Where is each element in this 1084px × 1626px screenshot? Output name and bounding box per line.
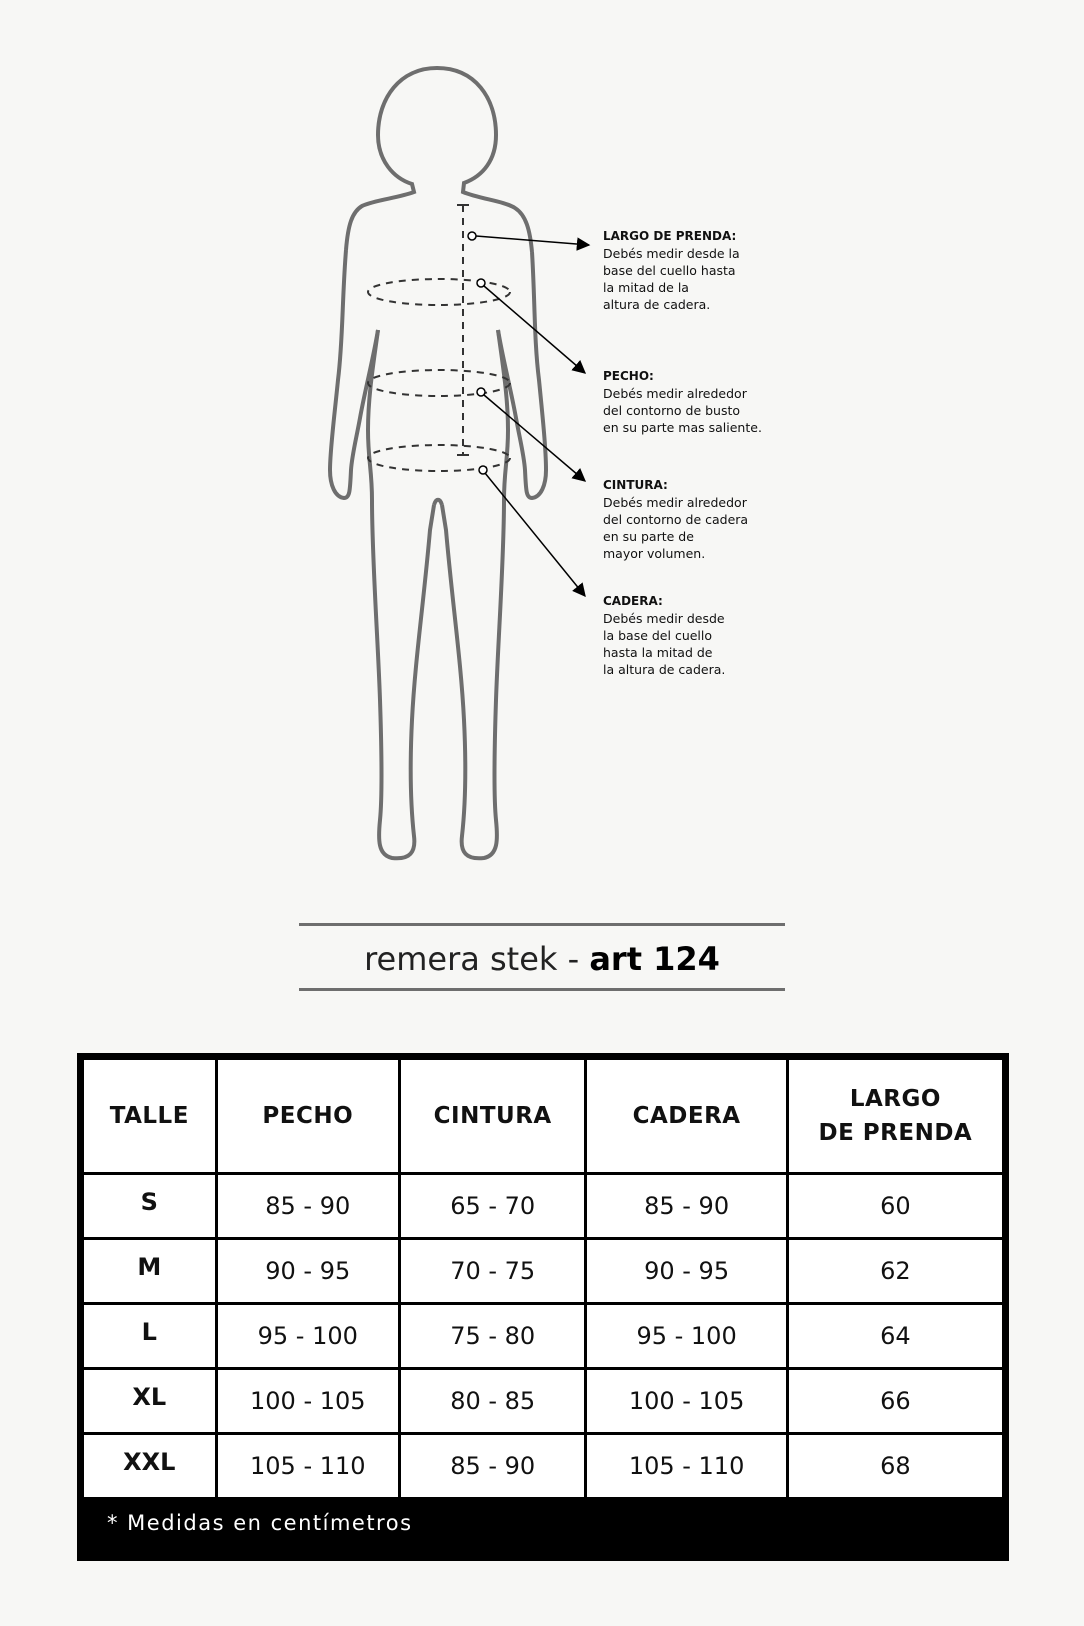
table-header-row xyxy=(83,1059,1004,1174)
size-label: XXL xyxy=(123,1448,176,1476)
torso-left xyxy=(368,330,434,858)
cadera-cell: 105 - 110 xyxy=(586,1434,787,1499)
size-cell xyxy=(83,1369,217,1434)
torso-right xyxy=(442,330,508,858)
header-cintura: CINTURA xyxy=(399,1059,586,1174)
callout-largo xyxy=(603,228,803,313)
callout-line: Debés medir desde xyxy=(603,611,725,626)
header-largo xyxy=(787,1059,1003,1174)
product-article: art 124 xyxy=(589,940,720,978)
crotch xyxy=(434,500,442,505)
cadera-cell: 100 - 105 xyxy=(586,1369,787,1434)
size-label: S xyxy=(140,1188,158,1216)
length-pointer-dot xyxy=(468,232,476,240)
product-name: remera stek xyxy=(364,940,558,978)
callout-line: del contorno de cadera xyxy=(603,512,749,527)
size-cell xyxy=(83,1434,217,1499)
cadera-cell: 95 - 100 xyxy=(586,1304,787,1369)
callout-line: la altura de cadera. xyxy=(603,662,726,677)
cintura-cell: 80 - 85 xyxy=(399,1369,586,1434)
product-title xyxy=(299,940,785,978)
callout-pecho-title: PECHO: xyxy=(603,369,654,383)
table-row xyxy=(83,1369,1004,1434)
size-cell xyxy=(83,1174,217,1239)
cintura-cell: 70 - 75 xyxy=(399,1239,586,1304)
callout-line: la mitad de la xyxy=(603,280,689,295)
header-largo-line1: LARGO xyxy=(849,1086,941,1112)
callout-cintura xyxy=(603,477,803,562)
head-top xyxy=(437,68,532,252)
largo-cell: 64 xyxy=(787,1304,1003,1369)
largo-cell: 62 xyxy=(787,1239,1003,1304)
callout-cadera-title: CADERA: xyxy=(603,594,663,608)
table-row xyxy=(83,1174,1004,1239)
callout-cadera xyxy=(603,593,803,678)
callout-pecho xyxy=(603,368,803,436)
largo-cell: 66 xyxy=(787,1369,1003,1434)
cintura-cell: 85 - 90 xyxy=(399,1434,586,1499)
callout-line: altura de cadera. xyxy=(603,297,711,312)
largo-cell: 60 xyxy=(787,1174,1003,1239)
cadera-cell: 85 - 90 xyxy=(586,1174,787,1239)
pecho-cell: 105 - 110 xyxy=(216,1434,399,1499)
size-cell xyxy=(83,1304,217,1369)
pecho-cell: 100 - 105 xyxy=(216,1369,399,1434)
callout-line: base del cuello hasta xyxy=(603,263,736,278)
product-separator: - xyxy=(567,940,580,978)
callout-line: en su parte mas saliente. xyxy=(603,420,762,435)
hip-measure-ellipse xyxy=(368,445,510,471)
product-title-block xyxy=(299,923,785,991)
callout-line: Debés medir desde la xyxy=(603,246,740,261)
title-divider-top xyxy=(299,923,785,926)
waist-pointer-dot xyxy=(477,388,485,396)
size-label: M xyxy=(137,1253,162,1281)
header-talle: TALLE xyxy=(83,1059,217,1174)
chest-measure-ellipse xyxy=(368,279,510,305)
size-table xyxy=(81,1057,1005,1500)
cadera-cell: 90 - 95 xyxy=(586,1239,787,1304)
title-divider-bottom xyxy=(299,988,785,991)
cintura-cell: 65 - 70 xyxy=(399,1174,586,1239)
header-cadera: CADERA xyxy=(586,1059,787,1174)
table-row xyxy=(83,1304,1004,1369)
size-cell xyxy=(83,1239,217,1304)
pecho-cell: 95 - 100 xyxy=(216,1304,399,1369)
table-row xyxy=(83,1434,1004,1499)
header-pecho: PECHO xyxy=(216,1059,399,1174)
callout-line: del contorno de busto xyxy=(603,403,741,418)
largo-cell: 68 xyxy=(787,1434,1003,1499)
pecho-cell: 85 - 90 xyxy=(216,1174,399,1239)
callout-line: Debés medir alrededor xyxy=(603,495,747,510)
callout-line: mayor volumen. xyxy=(603,546,706,561)
pecho-cell: 90 - 95 xyxy=(216,1239,399,1304)
table-row xyxy=(83,1239,1004,1304)
callout-line: la base del cuello xyxy=(603,628,713,643)
callout-line: hasta la mitad de xyxy=(603,645,713,660)
callout-cintura-title: CINTURA: xyxy=(603,478,668,492)
size-label: L xyxy=(141,1318,157,1346)
waist-measure-ellipse xyxy=(368,370,510,396)
callout-largo-title: LARGO DE PRENDA: xyxy=(603,229,737,243)
callout-line: en su parte de xyxy=(603,529,694,544)
head-outline xyxy=(346,68,437,250)
waist-arrow xyxy=(484,395,585,481)
size-chart xyxy=(77,1053,1009,1561)
chest-pointer-dot xyxy=(477,279,485,287)
units-footnote: * Medidas en centímetros xyxy=(107,1511,413,1535)
size-label: XL xyxy=(132,1383,167,1411)
callout-line: Debés medir alrededor xyxy=(603,386,747,401)
cintura-cell: 75 - 80 xyxy=(399,1304,586,1369)
header-largo-line2: DE PRENDA xyxy=(818,1120,973,1146)
